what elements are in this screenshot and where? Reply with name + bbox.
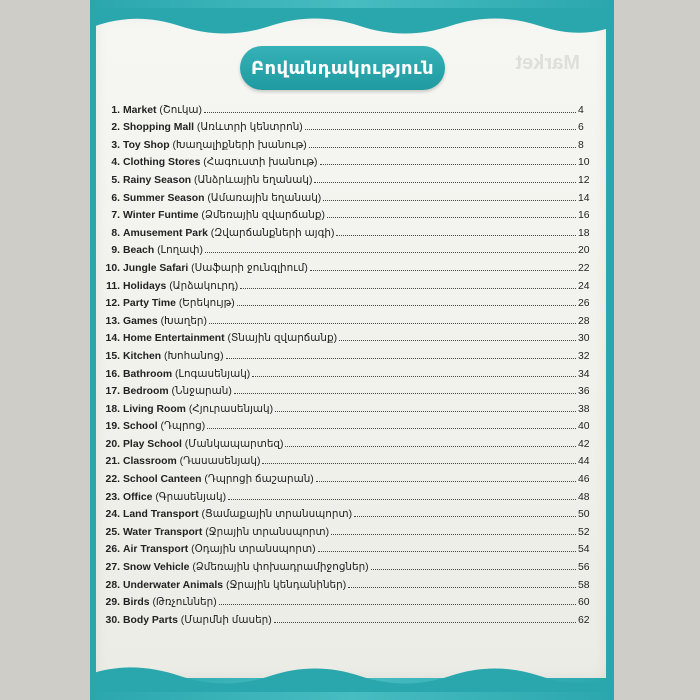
toc-row: [104, 344, 594, 362]
toc-page-number: 10: [578, 157, 590, 169]
toc-label: [120, 244, 203, 256]
dot-leader: [348, 587, 576, 588]
toc-title-armenian: (Գրասենյակ): [155, 491, 227, 503]
toc-title-armenian: (Դպրոց): [160, 421, 206, 433]
toc-page-number: 32: [578, 350, 590, 362]
toc-title-english: School Canteen: [123, 474, 202, 486]
toc-title-english: Air Transport: [123, 544, 189, 556]
toc-row: [104, 256, 594, 274]
toc-title-english: School: [123, 421, 158, 433]
toc-label: [120, 368, 250, 380]
toc-page-number: 30: [578, 333, 590, 345]
dot-leader: [314, 182, 576, 183]
bottom-wave-border: [90, 664, 614, 692]
toc-number: 19.: [105, 421, 120, 433]
toc-label: [120, 192, 321, 204]
toc-page-number: 46: [578, 474, 590, 486]
toc-number: 26.: [105, 544, 120, 556]
toc-number: 13.: [105, 315, 120, 327]
toc-page-number: 44: [578, 456, 590, 468]
toc-row: [104, 503, 594, 521]
toc-number: 6.: [111, 192, 120, 204]
toc-title-english: Snow Vehicle: [123, 562, 190, 574]
toc-row: [104, 467, 594, 485]
dot-leader: [252, 376, 576, 377]
toc-row: [104, 415, 594, 433]
toc-title-armenian: (Ձմեռային զվարճանք): [201, 210, 325, 222]
toc-label: [120, 438, 283, 450]
dot-leader: [323, 200, 576, 201]
toc-title-english: Market: [123, 104, 157, 116]
toc-label: [120, 174, 312, 186]
dot-leader: [234, 393, 576, 394]
toc-title-english: Beach: [123, 245, 155, 257]
toc-number: 20.: [105, 438, 120, 450]
toc-title-armenian: (Արձակուրդ): [169, 280, 239, 292]
toc-row: [104, 555, 594, 573]
toc-title-english: Body Parts: [123, 614, 178, 626]
toc-title-english: Amusement Park: [123, 227, 208, 239]
toc-page-number: 34: [578, 368, 590, 380]
toc-row: [104, 591, 594, 609]
toc-page-number: 28: [578, 315, 590, 327]
toc-label: [120, 455, 260, 467]
toc-page-number: 62: [578, 614, 590, 626]
toc-page-number: 36: [578, 386, 590, 398]
toc-row: [104, 204, 594, 222]
toc-number: 27.: [105, 562, 120, 574]
toc-number: 14.: [105, 333, 120, 345]
toc-title-armenian: (Երեկույթ): [178, 298, 235, 310]
toc-label: [120, 579, 346, 591]
toc-title-english: Games: [123, 315, 158, 327]
toc-row: [104, 397, 594, 415]
toc-title-armenian: (Սաֆարի ջունգլիում): [191, 262, 308, 274]
toc-title-english: Water Transport: [123, 526, 203, 538]
toc-label: [120, 526, 329, 538]
show-through-text: Market: [515, 52, 580, 74]
toc-title-armenian: (Ցամաքային տրանսպորտ): [201, 509, 353, 521]
book-page-frame: [90, 0, 614, 700]
toc-label: [120, 561, 369, 573]
toc-label: [120, 420, 205, 432]
toc-number: 17.: [105, 386, 120, 398]
toc-number: 28.: [105, 579, 120, 591]
toc-page-number: 24: [578, 280, 590, 292]
toc-title-english: Party Time: [123, 298, 176, 310]
toc-number: 22.: [105, 474, 120, 486]
toc-row: [104, 168, 594, 186]
toc-title-english: Clothing Stores: [123, 157, 201, 169]
toc-number: 5.: [111, 174, 120, 186]
toc-page-number: 60: [578, 597, 590, 609]
toc-title-english: Bedroom: [123, 386, 169, 398]
toc-title-armenian: (Անձրևային եղանակ): [194, 174, 313, 186]
toc-title-armenian: (Խաղալիքների խանութ): [172, 139, 307, 151]
toc-title-armenian: (Խոհանոց): [164, 350, 224, 362]
toc-row: [104, 362, 594, 380]
toc-number: 30.: [105, 614, 120, 626]
toc-title-armenian: (Տնային զվարճանք): [227, 333, 338, 345]
toc-title-english: Underwater Animals: [123, 579, 224, 591]
toc-page-number: 58: [578, 579, 590, 591]
toc-label: [120, 209, 325, 221]
toc-title-english: Classroom: [123, 456, 177, 468]
toc-row: [104, 186, 594, 204]
toc-page-number: 26: [578, 298, 590, 310]
toc-label: [120, 596, 217, 608]
toc-number: 18.: [105, 403, 120, 415]
toc-row: [104, 292, 594, 310]
toc-title-english: Jungle Safari: [123, 262, 189, 274]
toc-row: [104, 450, 594, 468]
dot-leader: [336, 235, 576, 236]
toc-number: 2.: [111, 122, 120, 134]
toc-number: 8.: [111, 227, 120, 239]
toc-page-number: 42: [578, 438, 590, 450]
toc-page-number: 4: [578, 104, 584, 116]
dot-leader: [310, 270, 576, 271]
toc-row: [104, 133, 594, 151]
toc-title-armenian: (Հագուստի խանութ): [203, 157, 318, 169]
toc-label: [120, 508, 352, 520]
toc-title-english: Rainy Season: [123, 174, 192, 186]
toc-title-english: Shopping Mall: [123, 122, 194, 134]
toc-number: 1.: [111, 104, 120, 116]
toc-title-armenian: (Խաղեր): [160, 315, 207, 327]
toc-number: 7.: [111, 210, 120, 222]
dot-leader: [207, 428, 576, 429]
toc-number: 11.: [106, 280, 120, 292]
toc-title-armenian: (Մանկապարտեզ): [184, 438, 284, 450]
toc-title-armenian: (Հյուրասենյակ): [188, 403, 274, 415]
toc-title-armenian: (Ննջարան): [171, 386, 232, 398]
toc-title-armenian: (Լողափ): [157, 245, 203, 257]
toc-label: [120, 385, 232, 397]
toc-page-number: 52: [578, 526, 590, 538]
toc-title-armenian: (Ամառային եղանակ): [207, 192, 322, 204]
toc-label: [120, 156, 318, 168]
toc-label: [120, 350, 224, 362]
dot-leader: [275, 411, 576, 412]
toc-number: 10.: [105, 262, 120, 274]
toc-label: [120, 139, 307, 151]
toc-label: [120, 104, 202, 116]
toc-row: [104, 380, 594, 398]
toc-title-armenian: (Դասասենյակ): [179, 456, 261, 468]
toc-row: [104, 485, 594, 503]
toc-label: [120, 614, 272, 626]
toc-label: [120, 280, 238, 292]
toc-page-number: 12: [578, 174, 590, 186]
toc-row: [104, 116, 594, 134]
dot-leader: [318, 551, 576, 552]
toc-row: [104, 274, 594, 292]
toc-page-number: 8: [578, 139, 584, 151]
toc-row: [104, 573, 594, 591]
toc-row: [104, 151, 594, 169]
toc-label: [120, 473, 314, 485]
dot-leader: [339, 340, 576, 341]
toc-label: [120, 121, 303, 133]
top-wave-border: [90, 8, 614, 36]
toc-page-number: 48: [578, 491, 590, 503]
dot-leader: [226, 358, 576, 359]
toc-page-number: 14: [578, 192, 590, 204]
toc-row: [104, 520, 594, 538]
title-banner: [240, 46, 445, 90]
toc-page-number: 50: [578, 509, 590, 521]
page-title: Բովանդակություն: [250, 57, 434, 78]
toc-label: [120, 315, 207, 327]
toc-title-english: Holidays: [123, 280, 167, 292]
toc-number: 21.: [105, 456, 120, 468]
dot-leader: [320, 164, 576, 165]
toc-title-english: Bathroom: [123, 368, 173, 380]
toc-title-armenian: (Օդային տրանսպորտ): [191, 544, 316, 556]
toc-number: 9.: [111, 245, 120, 257]
toc-row: [104, 327, 594, 345]
toc-page-number: 38: [578, 403, 590, 415]
dot-leader: [228, 499, 576, 500]
toc-number: 25.: [105, 526, 120, 538]
dot-leader: [219, 604, 576, 605]
toc-label: [120, 403, 273, 415]
toc-page-number: 56: [578, 562, 590, 574]
toc-page-number: 18: [578, 227, 590, 239]
toc-number: 3.: [111, 139, 120, 151]
toc-number: 24.: [105, 509, 120, 521]
toc-title-armenian: (Շուկա): [159, 104, 202, 116]
toc-number: 29.: [105, 597, 120, 609]
toc-row: [104, 538, 594, 556]
toc-list: [104, 98, 594, 626]
toc-title-english: Land Transport: [123, 509, 199, 521]
dot-leader: [237, 305, 576, 306]
toc-page-number: 20: [578, 245, 590, 257]
toc-title-english: Living Room: [123, 403, 186, 415]
toc-label: [120, 543, 316, 555]
dot-leader: [240, 288, 576, 289]
toc-number: 12.: [105, 298, 120, 310]
dot-leader: [205, 252, 576, 253]
toc-title-english: Home Entertainment: [123, 333, 225, 345]
toc-number: 15.: [105, 350, 120, 362]
toc-label: [120, 332, 337, 344]
dot-leader: [309, 147, 576, 148]
toc-title-armenian: (Ջրային կենդանիներ): [225, 579, 347, 591]
toc-title-english: Office: [123, 491, 153, 503]
toc-title-armenian: (Լոգասենյակ): [174, 368, 251, 380]
toc-page-number: 54: [578, 544, 590, 556]
toc-page-number: 40: [578, 421, 590, 433]
toc-title-armenian: (Մարմնի մասեր): [180, 614, 272, 626]
toc-page-number: 22: [578, 262, 590, 274]
toc-row: [104, 432, 594, 450]
toc-title-english: Summer Season: [123, 192, 205, 204]
dot-leader: [327, 217, 576, 218]
toc-page-number: 16: [578, 210, 590, 222]
toc-number: 16.: [105, 368, 120, 380]
toc-title-armenian: (Թռչուններ): [152, 597, 217, 609]
toc-row: [104, 608, 594, 626]
toc-row: [104, 98, 594, 116]
dot-leader: [305, 129, 576, 130]
toc-label: [120, 227, 334, 239]
toc-page-number: 6: [578, 122, 584, 134]
toc-title-english: Winter Funtime: [123, 210, 199, 222]
dot-leader: [331, 534, 576, 535]
toc-title-armenian: (Առևտրի կենտրոն): [196, 122, 303, 134]
dot-leader: [316, 481, 576, 482]
toc-title-english: Toy Shop: [123, 139, 170, 151]
dot-leader: [371, 569, 576, 570]
dot-leader: [354, 516, 576, 517]
toc-row: [104, 309, 594, 327]
toc-label: [120, 297, 235, 309]
toc-title-armenian: (Զվարճանքների այգի): [210, 227, 335, 239]
toc-title-armenian: (Դպրոցի ճաշարան): [204, 474, 314, 486]
dot-leader: [285, 446, 576, 447]
toc-title-english: Birds: [123, 597, 150, 609]
toc-title-armenian: (Ջրային տրանսպորտ): [205, 526, 330, 538]
toc-row: [104, 239, 594, 257]
toc-number: 4.: [111, 157, 120, 169]
dot-leader: [209, 323, 576, 324]
toc-title-english: Kitchen: [123, 350, 162, 362]
toc-title-armenian: (Ձմեռային փոխադրամիջոցներ): [192, 562, 369, 574]
toc-label: [120, 491, 226, 503]
toc-number: 23.: [105, 491, 120, 503]
dot-leader: [204, 112, 576, 113]
toc-title-english: Play School: [123, 438, 182, 450]
dot-leader: [262, 463, 576, 464]
dot-leader: [274, 622, 576, 623]
toc-label: [120, 262, 308, 274]
toc-row: [104, 221, 594, 239]
